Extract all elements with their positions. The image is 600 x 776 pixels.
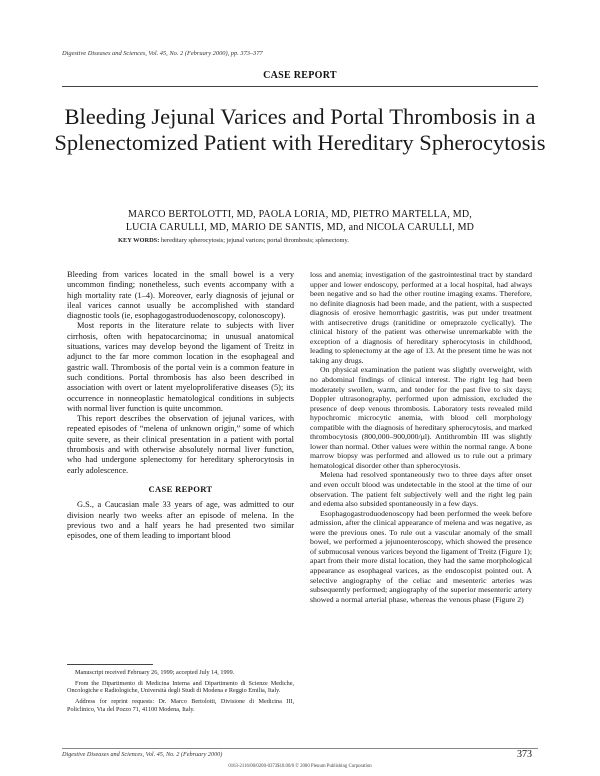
keywords-label: KEY WORDS:	[118, 237, 160, 244]
keywords	[118, 237, 349, 244]
authors-line-1: MARCO BERTOLOTTI, MD, PAOLA LORIA, MD, PIETRO MARTELLA, MD,	[128, 209, 472, 220]
article-title: Bleeding Jejunal Varices and Portal Thrombosis in a Splenectomized Patient with Hereditary Spherocytosis	[54, 104, 546, 155]
intro-paragraph-2: Most reports in the literature relate to subjects with liver cirrhosis, often with hepatocarcinoma; in unusual anatomical situations, varices may develop beyond the ligament of Treitz in adjunct to the far more common location in the esophageal and gastric wall. Thrombosis of the portal vein is a common feature in such conditions. Portal thrombosis has also been described in association with overt or latent myeloproliferative diseases (5); its occurrence in nonneoplastic hematological conditions in subjects with normal liver function is quite uncommon.	[67, 321, 294, 413]
header-rule	[62, 86, 538, 87]
footnote-reprints: Address for reprint requests: Dr. Marco Bertolotti, Divisione di Medicina III, Policlinico, Via del Pozzo 71, 41100 Modena, Italy.	[67, 698, 294, 713]
intro-paragraph-3: This report describes the observation of jejunal varices, with repeated episodes of “melena of unknown origin,” some of which quite severe, as their clinical presentation in a patient with portal thrombosis and with otherwise absolutely normal liver function, who had undergone splenectomy for hereditary spherocytosis in early adolescence.	[67, 414, 294, 475]
author-list	[40, 209, 560, 234]
footnote-received: Manuscript received February 26, 1999; accepted July 14, 1999.	[75, 669, 235, 676]
footnotes	[67, 669, 294, 717]
section-heading: CASE REPORT	[148, 483, 213, 494]
footnote-affiliation: From the Dipartimento di Medicina Interna and Dipartimento di Scienze Mediche, Oncologiche e Radiologiche, Università degli Studi di Modena e Reggio Emilia, Italy.	[67, 679, 294, 695]
case-paragraph-5: Esophagogastroduodenoscopy had been performed the week before admission, after the clinical appearance of melena and was negative, as were the previous ones. To rule out a vascular anomaly of the small bowel, we performed a jejunoenteroscopy, which showed the presence of submucosal venous varices beyond the ligament of Treitz (Figure 1); apart from their more distal location, they had the same morphological appearance as esophageal varices, as the endoscopist pointed out. A selective angiography of the celiac and mesenteric arteries was subsequently performed; angiography of the superior mesenteric artery showed a normal arterial phase, whereas the venous phase (Figure 2)	[310, 508, 532, 604]
footer-rule	[62, 748, 538, 749]
intro-paragraph-1: Bleeding from varices located in the small bowel is a very uncommon finding; nonetheless, such events accompany with a high mortality rate (1–4). Moreover, early diagnosis of jejunal or ileal varices cannot usually be accomplished with standard diagnostic tools (ie, esophagogastroduodenoscopy, colonoscopy).	[67, 270, 294, 321]
case-paragraph-1: G.S., a Caucasian male 33 years of age, was admitted to our division nearly two weeks after an episode of melena. In the previous two and a half years he had presented two similar episodes, one of them leading to important blood	[67, 500, 294, 541]
case-paragraph-2: loss and anemia; investigation of the gastrointestinal tract by standard upper and lower endoscopy, performed at a local hospital, had always been negative and so had the other routine imaging exams. Therefore, no definite diagnosis had been made, and the patient, with a suspected diagnosis of erosive hemorrhagic gastritis, was put under treatment with antisecretive drugs (ranitidine or omeprazole cyclically). The clinical history of the patient was otherwise unremarkable with the exception of a diagnosis of hereditary spherocytosis in childhood, leading to splenectomy at the age of 13. At the present time he was not taking any drugs.	[310, 270, 532, 365]
footnote-divider	[67, 664, 153, 665]
case-paragraph-4: Melena had resolved spontaneously two to three days after onset and even occult blood was undetectable in the stool at the time of our observation. The patient felt subjectively well and the right leg pain and edema also subsided spontaneously in a few days.	[310, 470, 532, 509]
running-head: Digestive Diseases and Sciences, Vol. 45, No. 2 (February 2000), pp. 373–377	[62, 50, 263, 57]
right-column	[310, 270, 532, 604]
authors-line-2: LUCIA CARULLI, MD, MARIO DE SANTIS, MD, and NICOLA CARULLI, MD	[125, 221, 475, 233]
copyright-line: 0163-2116/00/0200-0373$18.00/0 © 2000 Plenum Publishing Corporation	[228, 764, 372, 769]
footer-journal: Digestive Diseases and Sciences, Vol. 45, No. 2 (February 2000)	[62, 751, 223, 758]
section-label: CASE REPORT	[263, 70, 337, 81]
keywords-text: hereditary spherocytosis; jejunal varices; portal thrombosis; splenectomy.	[160, 237, 349, 244]
case-paragraph-3: On physical examination the patient was slightly overweight, with no abdominal findings of clinical interest. The right leg had been moderately swollen, warm, and tender for the past five to six days; Doppler ultrasonography, performed upon admission, excluded the presence of deep venous thrombosis. Laboratory tests revealed mild hypochromic microcytic anemia, with blood cell morphology compatible with the diagnosis of hereditary spherocytosis, and marked thrombocytosis (800,000–900,000/μl). Antithrombin III was slightly lower than normal. Other values were within the normal range. A bone marrow biopsy was performed and allowed us to rule out a primary hematological disorder other than spherocytosis.	[310, 365, 532, 470]
page-number: 373	[517, 749, 532, 760]
left-column	[67, 270, 294, 541]
